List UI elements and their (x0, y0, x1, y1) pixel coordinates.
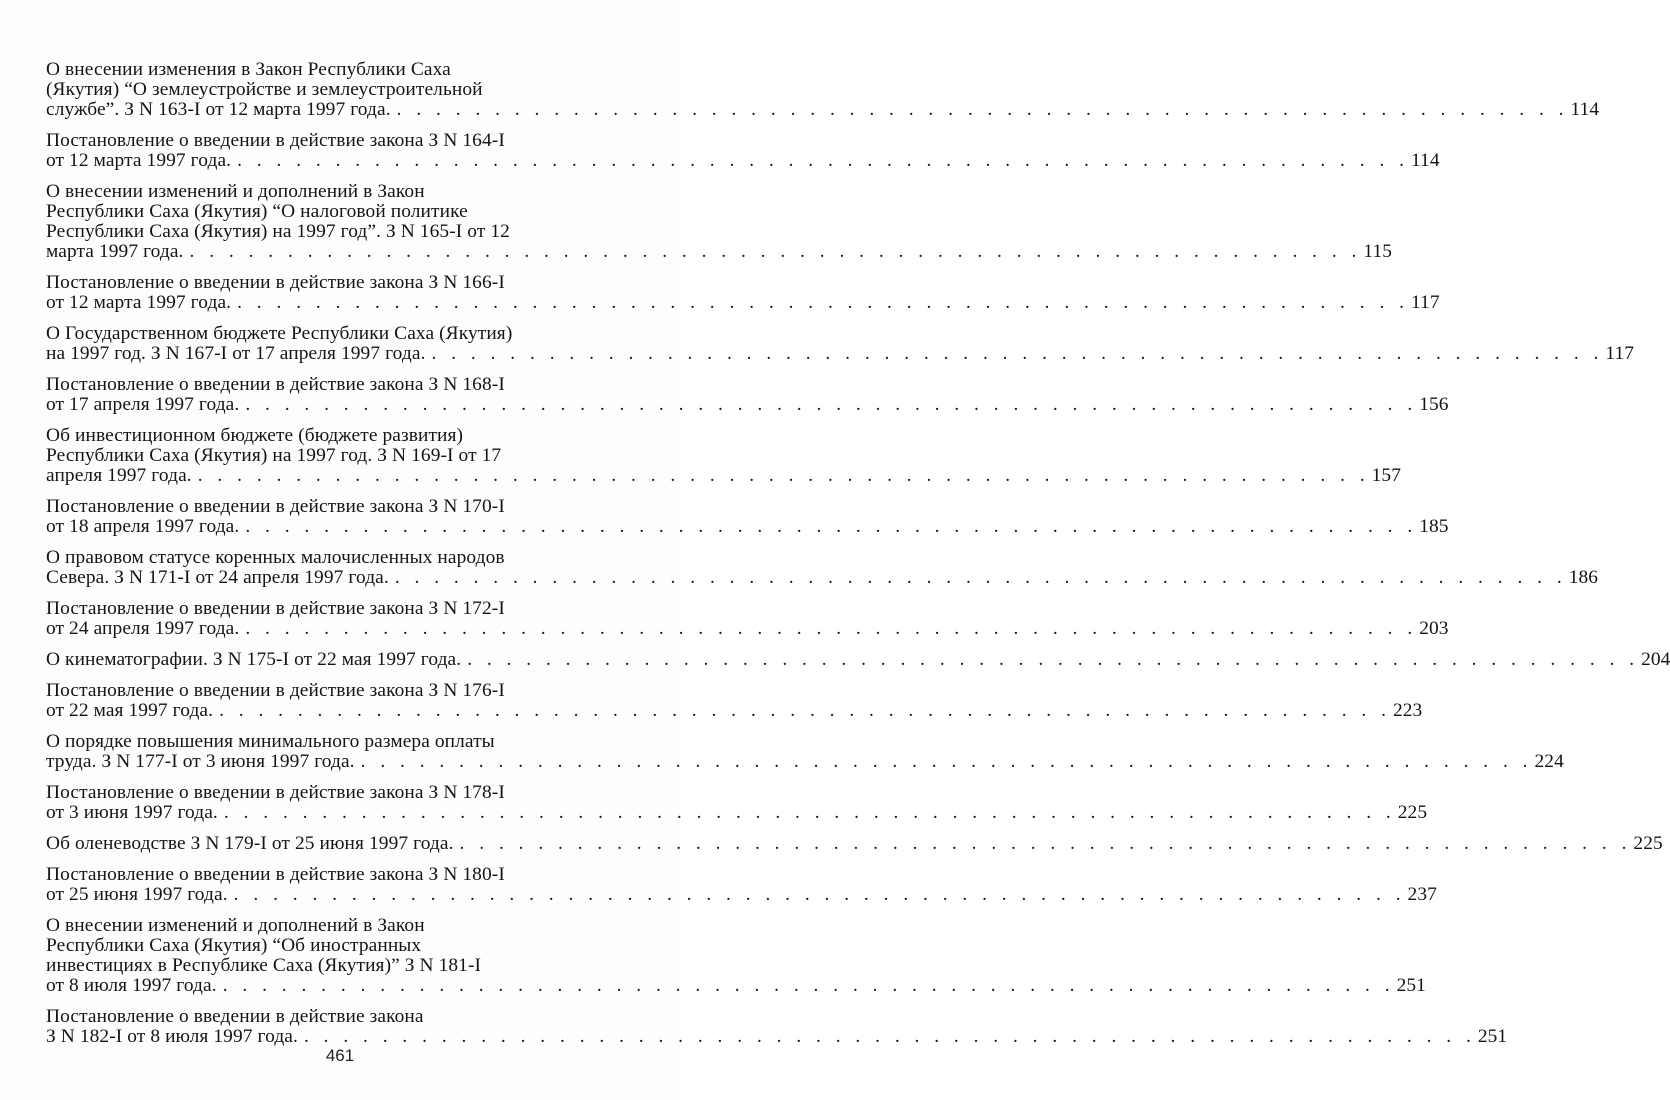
toc-entry-last-line (46, 292, 1440, 313)
toc-entry-title-line: Постановление о введении в действие закона З N 178-I (46, 782, 505, 803)
toc-entry-last-line (46, 802, 1428, 823)
toc-entry-page-number: 114 (1570, 99, 1600, 120)
toc-entry-page-number: 251 (1396, 975, 1426, 996)
toc-entry-title-line: Постановление о введении в действие закона З N 180-I (46, 864, 505, 885)
toc-entry (46, 547, 1599, 588)
toc-entry-title-line: Постановление о введении в действие закона З N 168-I (46, 374, 505, 395)
toc-entry-title-end: от 25 июня 1997 года. (46, 884, 228, 905)
toc-entry-title-end: от 17 апреля 1997 года. (46, 394, 240, 415)
toc-entry-title-line: Постановление о введении в действие закона (46, 1006, 424, 1027)
toc-entry-title-end: Севера. З N 171-I от 24 апреля 1997 года. (46, 567, 389, 588)
toc-entry-page-number: 225 (1397, 802, 1428, 823)
dot-leader: . . . . . . . . . . . . . . . . . . . . . . . . . . . . . . . . . . . . . . . . . . . . . . . . . . . . . . . . . . . . (223, 802, 1396, 823)
toc-entry-title-line: Постановление о введении в действие закона З N 172-I (46, 598, 505, 619)
dot-leader: . . . . . . . . . . . . . . . . . . . . . . . . . . . . . . . . . . . . . . . . . . . . . . . . . . . . . . . . . . . . (245, 516, 1418, 537)
toc-entry-last-line (46, 649, 1670, 670)
toc-entry-last-line (46, 884, 1437, 905)
toc-entry-title-end: от 18 апреля 1997 года. (46, 516, 240, 537)
dot-leader: . . . . . . . . . . . . . . . . . . . . . . . . . . . . . . . . . . . . . . . . . . . . . . . . . . . . . . . . . . . . (396, 99, 1569, 120)
toc-entry-last-line (46, 394, 1449, 415)
toc-entry-title-end: Об оленеводстве З N 179-I от 25 июня 1997 года. (46, 833, 454, 854)
toc-entry-title-line: Республики Саха (Якутия) на 1997 год”. З N 165-I от 12 (46, 221, 510, 242)
toc-entry-last-line (46, 241, 1393, 262)
toc-entry-last-line (46, 618, 1449, 639)
dot-leader: . . . . . . . . . . . . . . . . . . . . . . . . . . . . . . . . . . . . . . . . . . . . . . . . . . . . . . . . . . . . (394, 567, 1567, 588)
dot-leader: . . . . . . . . . . . . . . . . . . . . . . . . . . . . . . . . . . . . . . . . . . . . . . . . . . . . . . . . . . . . (360, 751, 1533, 772)
toc-entry-title-end: З N 182-I от 8 июля 1997 года. (46, 1026, 298, 1047)
toc-entry-title-end: апреля 1997 года. (46, 465, 192, 486)
toc-entry (46, 649, 1670, 670)
toc-entry-title-end: от 24 апреля 1997 года. (46, 618, 240, 639)
dot-leader: . . . . . . . . . . . . . . . . . . . . . . . . . . . . . . . . . . . . . . . . . . . . . . . . . . . . . . . . . . . . (303, 1026, 1476, 1047)
dot-leader: . . . . . . . . . . . . . . . . . . . . . . . . . . . . . . . . . . . . . . . . . . . . . . . . . . . . . . . . . . . . (467, 649, 1640, 670)
toc-entry-title-end: на 1997 год. З N 167-I от 17 апреля 1997 года. (46, 343, 426, 364)
dot-leader: . . . . . . . . . . . . . . . . . . . . . . . . . . . . . . . . . . . . . . . . . . . . . . . . . . . . . . . . . . . . (237, 150, 1409, 171)
toc-entry-page-number: 114 (1410, 150, 1440, 171)
toc-entry (46, 731, 1564, 772)
toc-entry-title-line: (Якутия) “О землеустройстве и землеустроительной (46, 79, 483, 100)
toc-entry-title-end: марта 1997 года. (46, 241, 184, 262)
dot-leader: . . . . . . . . . . . . . . . . . . . . . . . . . . . . . . . . . . . . . . . . . . . . . . . . . . . . . . . . . . . . (237, 292, 1409, 313)
toc-entry (46, 374, 1449, 415)
toc-entry-title-line: Об инвестиционном бюджете (бюджете развития) (46, 425, 464, 446)
toc-entry-title-line: Постановление о введении в действие закона З N 176-I (46, 680, 505, 701)
toc-entry-page-number: 117 (1605, 343, 1635, 364)
toc-entry (46, 425, 1401, 486)
toc-entry-page-number: 157 (1371, 465, 1401, 486)
toc-entry-page-number: 251 (1477, 1026, 1508, 1047)
toc-entry-title-end: О кинематографии. З N 175-I от 22 мая 1997 года. (46, 649, 462, 670)
toc-entry-last-line (46, 833, 1663, 854)
toc-entry-title-line: О Государственном бюджете Республики Саха (Якутия) (46, 323, 513, 344)
toc-entry-page-number: 117 (1410, 292, 1440, 313)
toc-entry-title-line: Постановление о введении в действие закона З N 166-I (46, 272, 505, 293)
toc-entry (46, 323, 1635, 364)
dot-leader: . . . . . . . . . . . . . . . . . . . . . . . . . . . . . . . . . . . . . . . . . . . . . . . . . . . . . . . . . . . . (245, 618, 1418, 639)
toc-entry (46, 864, 1437, 905)
toc-entry-last-line (46, 150, 1440, 171)
toc-entry-last-line (46, 465, 1401, 486)
toc-entry-title-end: от 12 марта 1997 года. (46, 292, 232, 313)
toc-entry-last-line (46, 567, 1599, 588)
toc-entry-title-end: от 22 мая 1997 года. (46, 700, 214, 721)
toc-entry-title-line: Республики Саха (Якутия) “О налоговой политике (46, 201, 468, 222)
toc-entry-last-line (46, 343, 1635, 364)
toc-entry-last-line (46, 99, 1600, 120)
toc-entry-last-line (46, 700, 1423, 721)
toc-entry (46, 181, 1393, 262)
toc-entry (46, 496, 1449, 537)
toc-entry-page-number: 115 (1363, 241, 1393, 262)
toc-entry-title-line: инвестициях в Республике Саха (Якутия)” З N 181-I (46, 955, 482, 976)
toc-entry (46, 680, 1423, 721)
toc-entry-title-line: Республики Саха (Якутия) на 1997 год. З N 169-I от 17 (46, 445, 502, 466)
toc-entry (46, 130, 1440, 171)
dot-leader: . . . . . . . . . . . . . . . . . . . . . . . . . . . . . . . . . . . . . . . . . . . . . . . . . . . . . . . . . . . . (233, 884, 1406, 905)
toc-entry-page-number: 156 (1419, 394, 1449, 415)
toc-entry-title-end: от 8 июля 1997 года. (46, 975, 217, 996)
toc-entry-title-line: Постановление о введении в действие закона З N 170-I (46, 496, 505, 517)
toc-entry-page-number: 186 (1568, 567, 1599, 588)
toc-entry (46, 782, 1428, 823)
toc-entry-page-number: 185 (1419, 516, 1449, 537)
page-number: 461 (325, 1046, 355, 1065)
toc-entry-title-line: Республики Саха (Якутия) “Об иностранных (46, 935, 422, 956)
toc-entry-title-end: труда. З N 177-I от 3 июня 1997 года. (46, 751, 355, 772)
toc-entry-page-number: 223 (1392, 700, 1423, 721)
toc-entry-page-number: 224 (1534, 751, 1564, 772)
toc-entry (46, 272, 1440, 313)
toc-entry-title-line: О внесении изменений и дополнений в Закон (46, 181, 425, 202)
dot-leader: . . . . . . . . . . . . . . . . . . . . . . . . . . . . . . . . . . . . . . . . . . . . . . . . . . . . . . . . . . . . (222, 975, 1395, 996)
table-of-contents (46, 59, 1670, 1058)
toc-entry (46, 1006, 1508, 1047)
dot-leader: . . . . . . . . . . . . . . . . . . . . . . . . . . . . . . . . . . . . . . . . . . . . . . . . . . . . . . . . . . . . (219, 700, 1391, 721)
dot-leader: . . . . . . . . . . . . . . . . . . . . . . . . . . . . . . . . . . . . . . . . . . . . . . . . . . . . . . . . . . . . (197, 465, 1370, 486)
toc-entry-last-line (46, 975, 1426, 996)
toc-entry-last-line (46, 516, 1449, 537)
toc-entry (46, 598, 1449, 639)
toc-entry-page-number: 237 (1407, 884, 1437, 905)
toc-entry-title-end: службе”. З N 163-I от 12 марта 1997 года. (46, 99, 391, 120)
toc-entry (46, 833, 1663, 854)
toc-entry-last-line (46, 1026, 1508, 1047)
dot-leader: . . . . . . . . . . . . . . . . . . . . . . . . . . . . . . . . . . . . . . . . . . . . . . . . . . . . . . . . . . . . (245, 394, 1418, 415)
toc-entry-title-end: от 3 июня 1997 года. (46, 802, 218, 823)
toc-entry-title-line: О внесении изменения в Закон Республики Саха (46, 59, 451, 80)
dot-leader: . . . . . . . . . . . . . . . . . . . . . . . . . . . . . . . . . . . . . . . . . . . . . . . . . . . . . . . . . . . . (189, 241, 1362, 262)
toc-entry-title-line: О внесении изменений и дополнений в Закон (46, 915, 425, 936)
toc-entry-title-line: О порядке повышения минимального размера оплаты (46, 731, 495, 752)
toc-entry-last-line (46, 751, 1564, 772)
toc-entry-page-number: 204 (1641, 649, 1670, 670)
toc-entry-page-number: 203 (1419, 618, 1449, 639)
toc-entry-page-number: 225 (1633, 833, 1663, 854)
toc-entry-title-line: Постановление о введении в действие закона З N 164-I (46, 130, 505, 151)
toc-entry (46, 59, 1600, 120)
dot-leader: . . . . . . . . . . . . . . . . . . . . . . . . . . . . . . . . . . . . . . . . . . . . . . . . . . . . . . . . . . . . (431, 343, 1604, 364)
toc-entry-title-line: О правовом статусе коренных малочисленных народов (46, 547, 505, 568)
toc-entry-title-end: от 12 марта 1997 года. (46, 150, 232, 171)
dot-leader: . . . . . . . . . . . . . . . . . . . . . . . . . . . . . . . . . . . . . . . . . . . . . . . . . . . . . . . . . . . . (459, 833, 1632, 854)
toc-entry (46, 915, 1426, 996)
